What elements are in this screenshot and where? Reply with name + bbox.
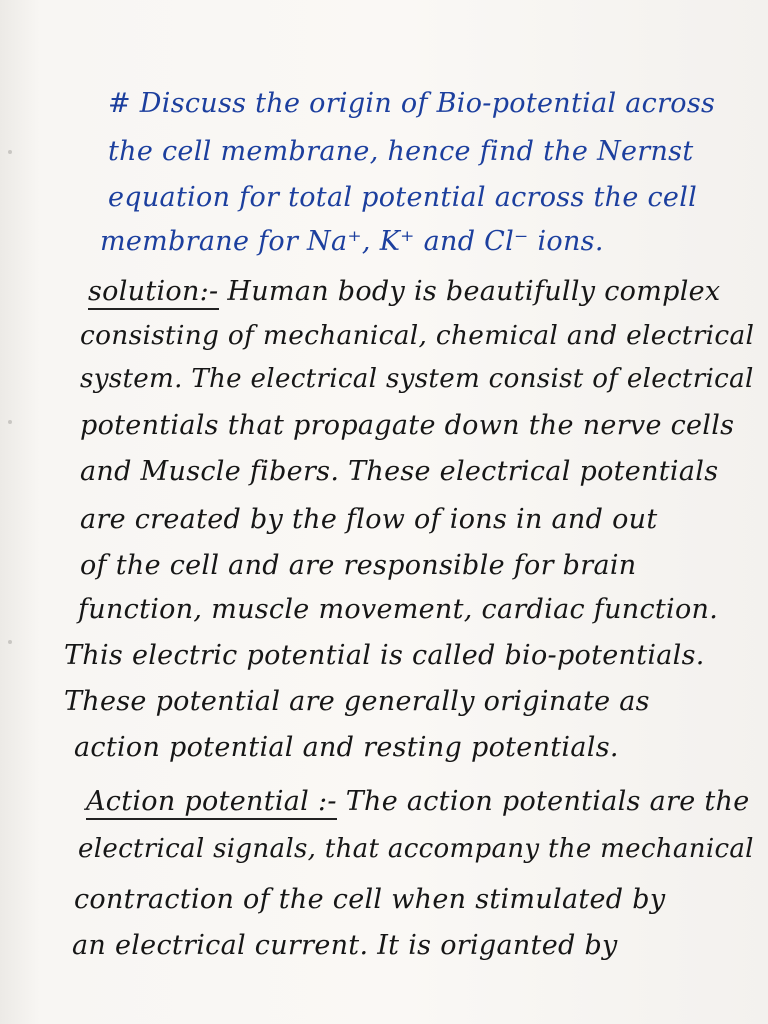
action-first-text: The action potentials are the <box>336 786 750 817</box>
solution-line: of the cell and are responsible for brain <box>80 550 637 581</box>
action-line: electrical signals, that accompany the mechanical <box>78 834 754 864</box>
solution-line: function, muscle movement, cardiac function. <box>78 594 719 625</box>
solution-line: action potential and resting potentials. <box>74 732 619 763</box>
question-line-3: equation for total potential across the cell <box>108 182 698 213</box>
margin-mark <box>8 420 12 424</box>
solution-heading: solution:- <box>88 276 219 310</box>
question-line-4: membrane for Na⁺, K⁺ and Cl⁻ ions. <box>100 226 604 257</box>
solution-line: potentials that propagate down the nerve cells <box>80 410 735 441</box>
question-line-1: # Discuss the origin of Bio-potential across <box>108 88 716 119</box>
solution-line: are created by the flow of ions in and out <box>80 504 658 535</box>
solution-first-line <box>88 276 720 307</box>
action-first-line <box>86 786 749 817</box>
question-line-2: the cell membrane, hence find the Nernst <box>108 136 694 167</box>
margin-mark <box>8 150 12 154</box>
action-line: contraction of the cell when stimulated by <box>74 884 666 915</box>
solution-line: These potential are generally originate as <box>64 686 650 717</box>
solution-first-text: Human body is beautifully complex <box>218 276 721 307</box>
action-line: an electrical current. It is origanted by <box>72 930 618 961</box>
solution-line: and Muscle fibers. These electrical potentials <box>80 456 719 487</box>
action-heading: Action potential :- <box>86 786 337 820</box>
solution-line: This electric potential is called bio-potentials. <box>64 640 705 671</box>
margin-mark <box>8 640 12 644</box>
solution-line: system. The electrical system consist of electrical <box>80 364 754 394</box>
solution-line: consisting of mechanical, chemical and electrical <box>80 320 755 351</box>
